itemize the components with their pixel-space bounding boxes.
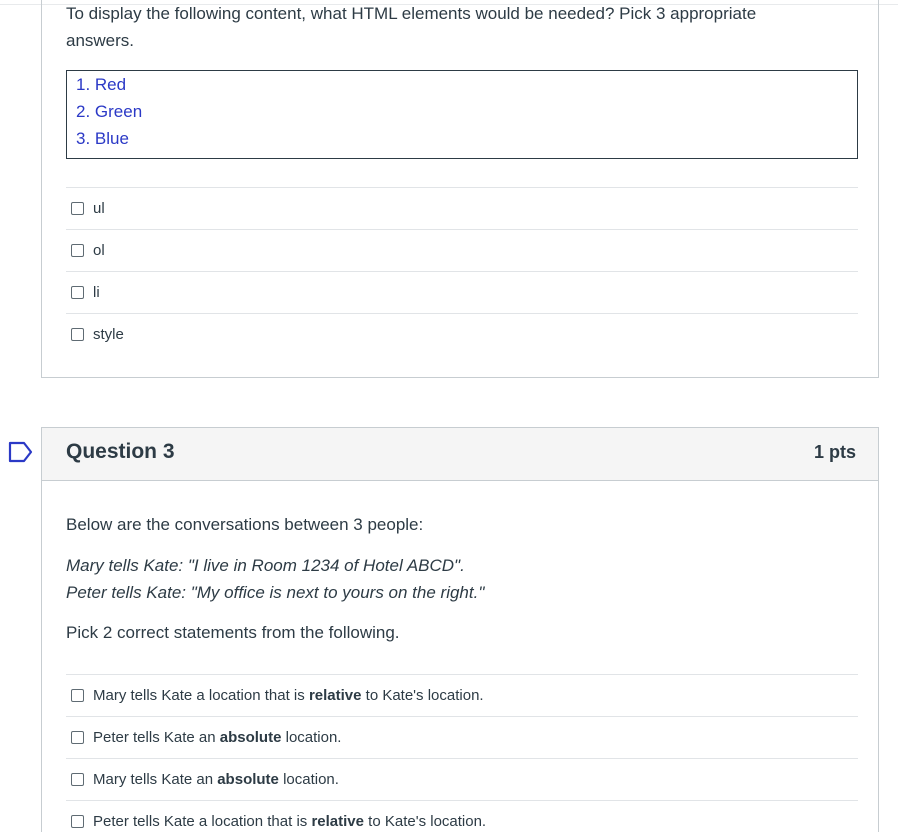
answer-label: style [93, 326, 124, 343]
sample-list-item: 2. Green [76, 102, 143, 121]
question-3-answers [66, 674, 858, 832]
question-2-prompt: To display the following content, what HTML elements would be needed? Pick 3 appropriate answers. [66, 4, 757, 50]
answer-option-ol[interactable] [66, 229, 858, 271]
answer-option-li[interactable] [66, 271, 858, 313]
question-2-answers [66, 187, 858, 355]
sample-list-item: 3. Blue [76, 129, 129, 148]
checkbox-icon[interactable] [71, 773, 84, 786]
answer-label: Peter tells Kate a location that is relative to Kate's location. [93, 813, 487, 830]
quote-peter: Peter tells Kate: "My office is next to yours on the right." [66, 583, 485, 602]
sample-list [76, 71, 857, 152]
sample-list-item: 1. Red [76, 75, 127, 94]
answer-option-4[interactable] [66, 800, 858, 832]
sample-content-box [66, 70, 858, 159]
answer-label: Mary tells Kate an absolute location. [93, 771, 339, 788]
quote-mary: Mary tells Kate: "I live in Room 1234 of Hotel ABCD". [66, 556, 465, 575]
checkbox-icon[interactable] [71, 328, 84, 341]
question-3-intro: Below are the conversations between 3 people: [66, 515, 424, 534]
answer-label: Peter tells Kate an absolute location. [93, 729, 342, 746]
question-2-card [41, 0, 879, 378]
checkbox-icon[interactable] [71, 202, 84, 215]
checkbox-icon[interactable] [71, 815, 84, 828]
answer-option-style[interactable] [66, 313, 858, 355]
answer-option-1[interactable] [66, 674, 858, 716]
answer-option-ul[interactable] [66, 187, 858, 229]
checkbox-icon[interactable] [71, 286, 84, 299]
checkbox-icon[interactable] [71, 244, 84, 257]
answer-option-2[interactable] [66, 716, 858, 758]
question-3-card [41, 427, 879, 832]
checkbox-icon[interactable] [71, 731, 84, 744]
answer-label: li [93, 284, 100, 301]
question-3-header [42, 428, 878, 481]
answer-label: ul [93, 200, 105, 217]
answer-label: ol [93, 242, 105, 259]
question-points: 1 pts [813, 442, 856, 462]
bookmark-flag-icon[interactable] [8, 441, 34, 463]
question-3-instruction: Pick 2 correct statements from the following. [66, 623, 400, 642]
checkbox-icon[interactable] [71, 689, 84, 702]
answer-label: Mary tells Kate a location that is relative to Kate's location. [93, 687, 484, 704]
question-title: Question 3 [66, 440, 175, 463]
answer-option-3[interactable] [66, 758, 858, 800]
